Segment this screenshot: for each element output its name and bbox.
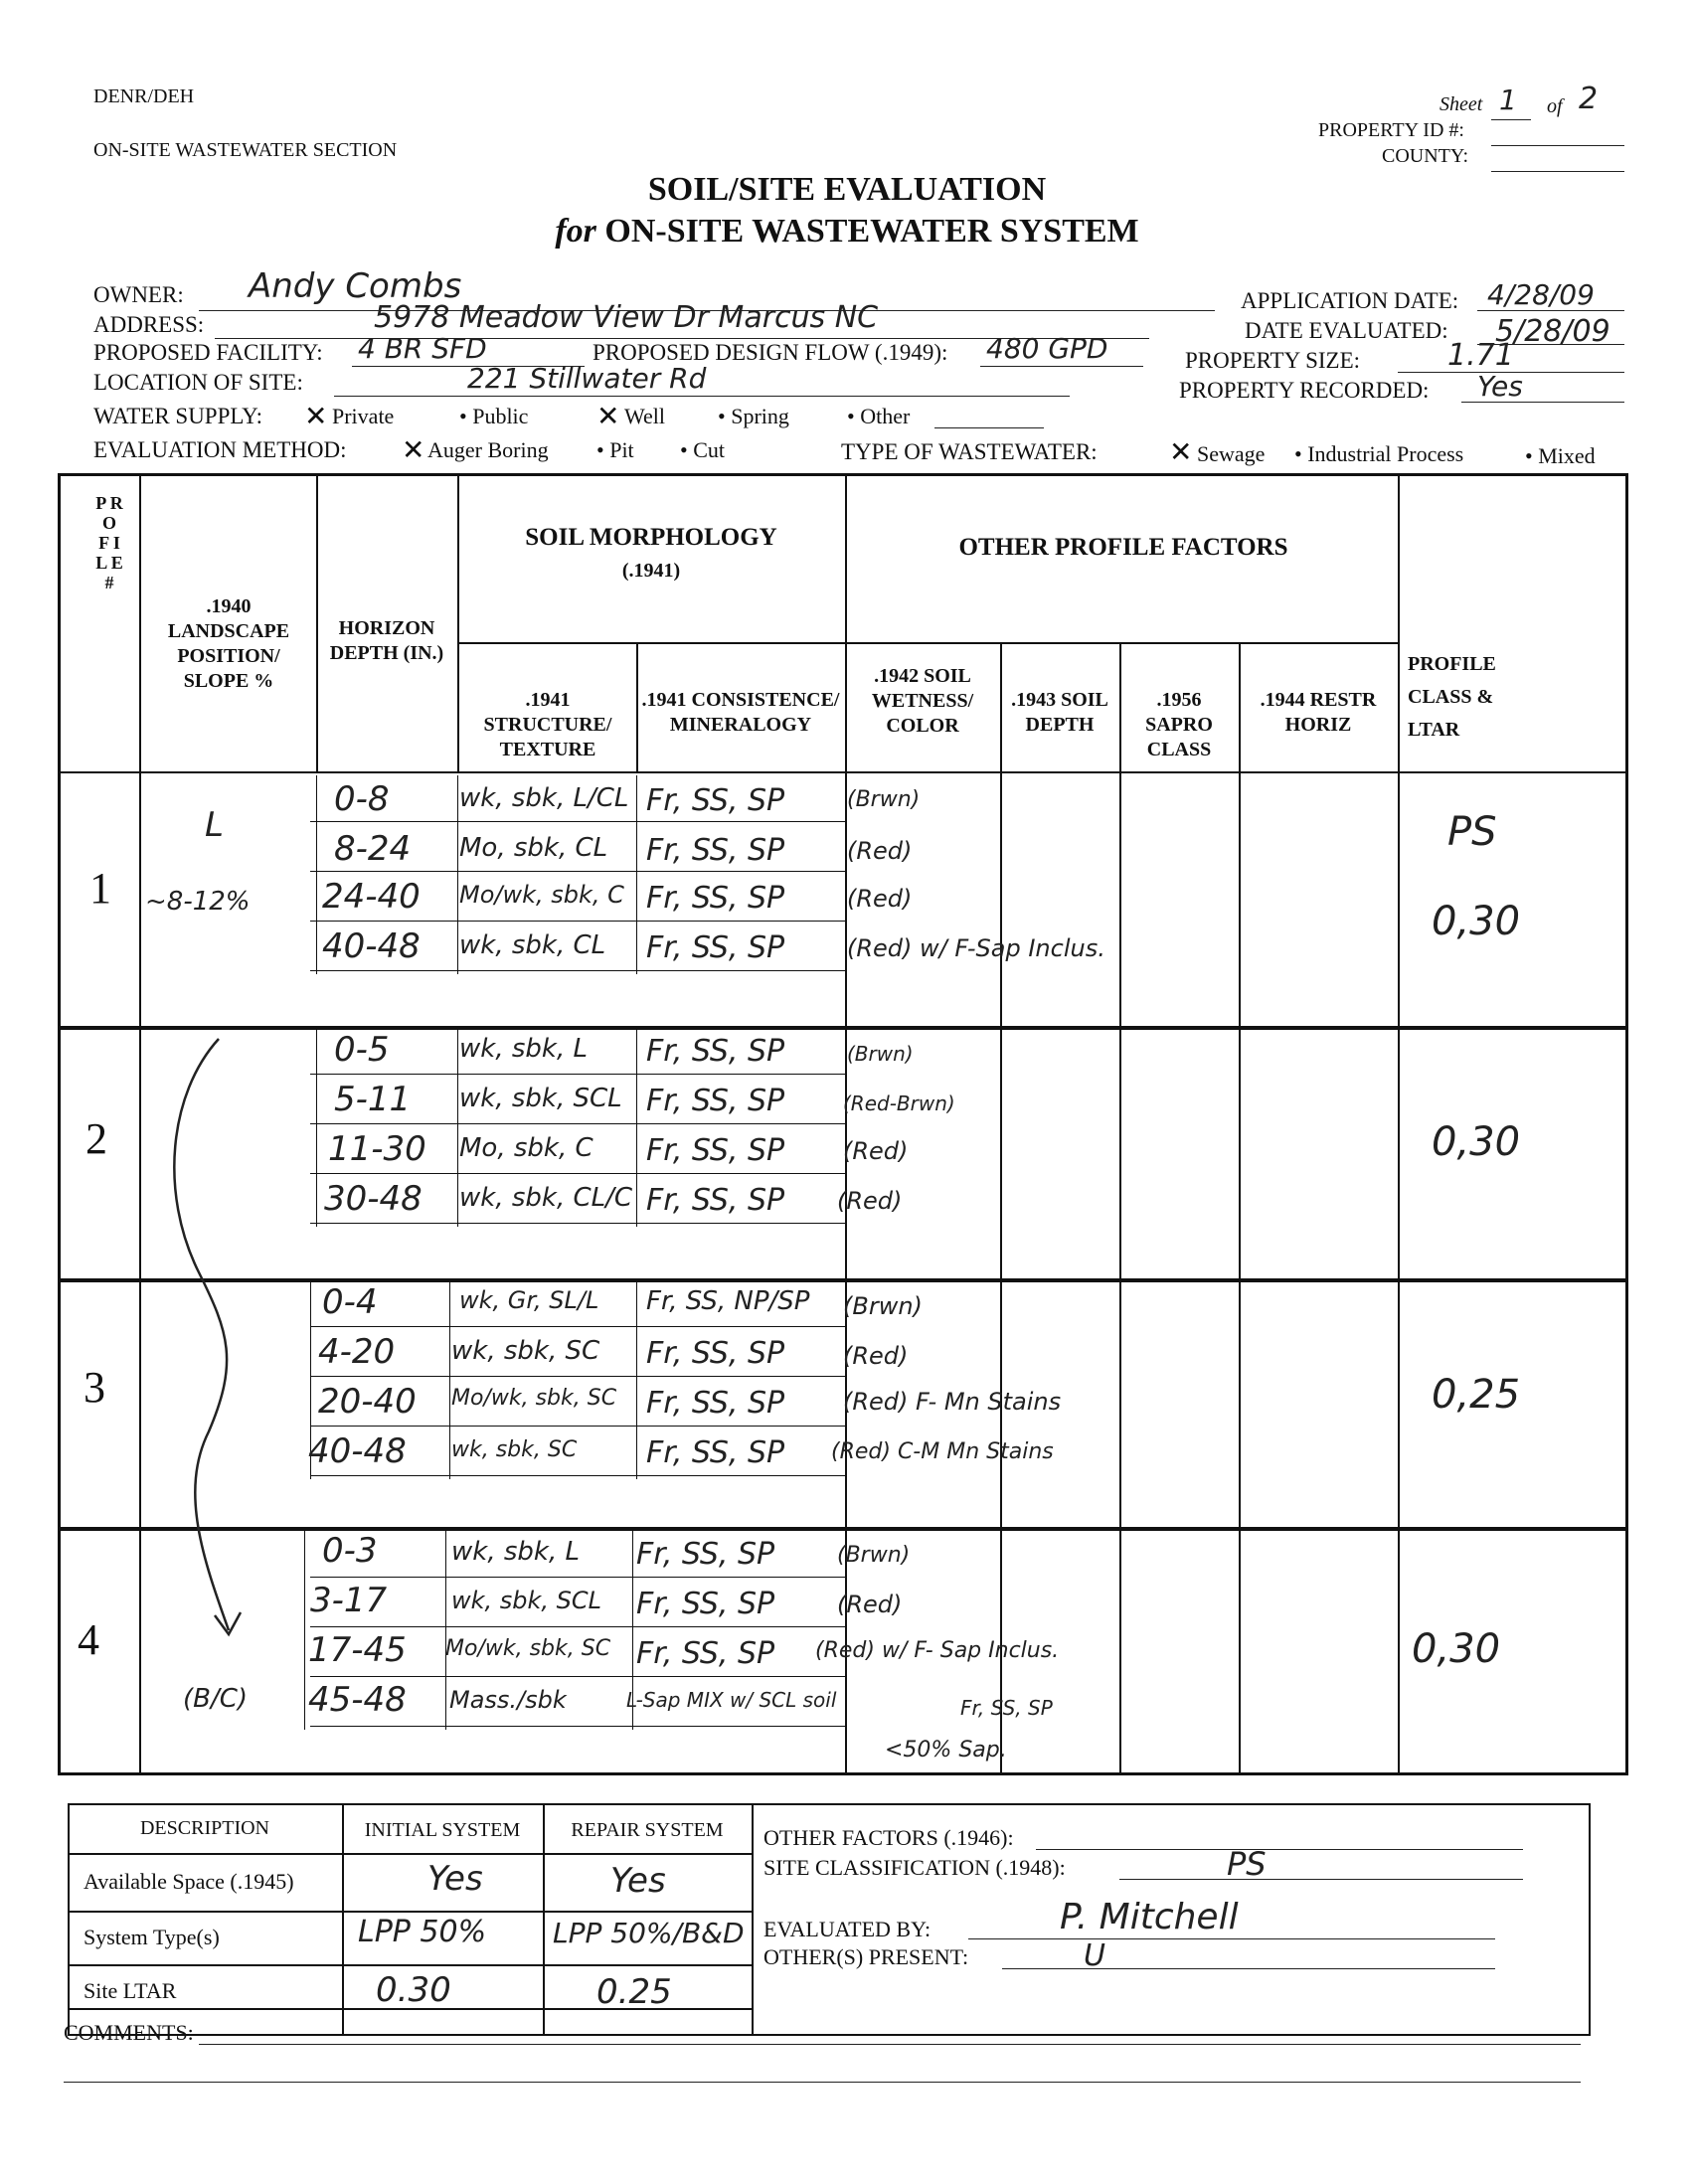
- p3-r3-depth: 20-40: [318, 1382, 417, 1422]
- p2-r2-depth: 5-11: [334, 1080, 412, 1119]
- property-size-label: PROPERTY SIZE:: [1185, 348, 1361, 373]
- header-structure: .1941 STRUCTURE/ TEXTURE: [483, 689, 612, 760]
- p1-r3-structure: Mo/wk, sbk, C: [459, 881, 624, 909]
- evaluated-by-value: P. Mitchell: [1060, 1897, 1239, 1937]
- property-recorded-label: PROPERTY RECORDED:: [1179, 378, 1430, 403]
- wastewater-option-industrial: • Industrial Process: [1294, 441, 1464, 466]
- p2-r1-color: (Brwn): [847, 1042, 914, 1066]
- profile-4-ltar: 0,30: [1412, 1626, 1501, 1672]
- available-space-repair: Yes: [610, 1861, 666, 1901]
- p4-r4-color: Fr, SS, SP: [960, 1696, 1053, 1720]
- p4-extra-note: <50% Sap.: [885, 1738, 1007, 1763]
- p4-r1-structure: wk, sbk, L: [451, 1537, 580, 1567]
- p1-r4-depth: 40-48: [322, 926, 421, 966]
- checkbox-auger-boring[interactable]: ✕: [402, 435, 425, 466]
- p2-r4-depth: 30-48: [324, 1179, 423, 1219]
- p3-r3-color: (Red) F- Mn Stains: [843, 1388, 1062, 1416]
- desc-header: DESCRIPTION: [139, 1817, 269, 1839]
- p1-r4-structure: wk, sbk, CL: [459, 930, 606, 960]
- water-option-well: Well: [624, 404, 665, 428]
- checkbox-sewage[interactable]: ✕: [1169, 437, 1193, 468]
- eval-option-auger: Auger Boring: [427, 437, 549, 462]
- site-ltar-initial: 0.30: [376, 1970, 451, 2010]
- p4-r3-color: (Red) w/ F- Sap Inclus.: [815, 1638, 1060, 1663]
- water-option-spring: • Spring: [718, 404, 789, 428]
- system-type-repair: LPP 50%/B&D: [553, 1917, 745, 1949]
- header-sapro: .1956 SAPRO CLASS: [1145, 689, 1213, 760]
- p1-r4-color: (Red) w/ F-Sap Inclus.: [847, 934, 1105, 962]
- header-profile-class: PROFILE CLASS & LTAR: [1408, 653, 1496, 741]
- evaluated-by-label: EVALUATED BY:: [763, 1917, 932, 1941]
- p2-r3-consistence: Fr, SS, SP: [646, 1133, 785, 1168]
- header-horizon: HORIZON DEPTH (IN.): [329, 617, 444, 664]
- date-evaluated-label: DATE EVALUATED:: [1245, 318, 1448, 343]
- repair-system-header: REPAIR SYSTEM: [571, 1819, 724, 1841]
- p1-r2-structure: Mo, sbk, CL: [459, 833, 608, 863]
- p1-r4-consistence: Fr, SS, SP: [646, 930, 785, 965]
- form-title: SOIL/SITE EVALUATION: [647, 171, 1047, 208]
- p2-r2-structure: wk, sbk, SCL: [459, 1084, 622, 1113]
- section-label: ON-SITE WASTEWATER SECTION: [93, 139, 398, 161]
- p4-r3-depth: 17-45: [308, 1630, 407, 1670]
- p3-r2-consistence: Fr, SS, SP: [646, 1336, 785, 1371]
- profile-1-number: 1: [89, 864, 111, 913]
- p2-r1-structure: wk, sbk, L: [459, 1034, 588, 1064]
- p2-r3-color: (Red): [843, 1137, 909, 1165]
- p3-r4-structure: wk, sbk, SC: [451, 1437, 578, 1462]
- wastewater-option-sewage: Sewage: [1197, 441, 1266, 466]
- p4-r1-consistence: Fr, SS, SP: [636, 1537, 775, 1572]
- application-date-value: 4/28/09: [1487, 278, 1595, 311]
- site-classification-label: SITE CLASSIFICATION (.1948):: [763, 1855, 1066, 1880]
- address-label: ADDRESS:: [93, 312, 205, 337]
- profile-1-landscape: L: [205, 805, 224, 845]
- p4-r4-depth: 45-48: [308, 1680, 407, 1720]
- p1-r1-consistence: Fr, SS, SP: [646, 783, 785, 818]
- header-soil-morphology: SOIL MORPHOLOGY: [525, 524, 777, 551]
- others-present-value: U: [1084, 1938, 1105, 1973]
- p3-r2-structure: wk, sbk, SC: [451, 1336, 600, 1366]
- p3-r3-structure: Mo/wk, sbk, SC: [451, 1386, 617, 1411]
- p1-r3-depth: 24-40: [322, 877, 421, 917]
- p1-r1-structure: wk, sbk, L/CL: [459, 783, 629, 813]
- p2-r1-consistence: Fr, SS, SP: [646, 1034, 785, 1069]
- checkbox-well[interactable]: ✕: [596, 402, 620, 432]
- water-option-public: • Public: [459, 404, 529, 428]
- form-subtitle: for ON-SITE WASTEWATER SYSTEM: [555, 213, 1139, 250]
- profile-4-number: 4: [78, 1615, 99, 1664]
- property-recorded-value: Yes: [1477, 370, 1523, 403]
- initial-system-header: INITIAL SYSTEM: [364, 1819, 521, 1841]
- county-label: COUNTY:: [1382, 145, 1469, 167]
- p2-r3-depth: 11-30: [328, 1129, 426, 1169]
- profile-3-ltar: 0,25: [1432, 1372, 1521, 1418]
- header-soil-morphology-code: (.1941): [621, 560, 681, 582]
- row-available-space-label: Available Space (.1945): [84, 1869, 294, 1894]
- p4-r2-consistence: Fr, SS, SP: [636, 1587, 775, 1621]
- p3-r4-color: (Red) C-M Mn Stains: [831, 1439, 1054, 1464]
- profile-3-number: 3: [84, 1363, 105, 1412]
- p3-r4-depth: 40-48: [308, 1431, 407, 1471]
- system-type-initial: LPP 50%: [358, 1915, 487, 1949]
- p1-r3-consistence: Fr, SS, SP: [646, 881, 785, 916]
- profile-4-landscape-note: (B/C): [183, 1684, 249, 1714]
- p3-r1-consistence: Fr, SS, NP/SP: [646, 1286, 810, 1316]
- header-soil-depth: .1943 SOIL DEPTH: [1011, 689, 1108, 736]
- header-consistence: .1941 CONSISTENCE/ MINERALOGY: [641, 689, 840, 736]
- application-date-label: APPLICATION DATE:: [1241, 288, 1459, 313]
- p4-r1-depth: 0-3: [322, 1531, 378, 1571]
- address-value: 5978 Meadow View Dr Marcus NC: [374, 300, 879, 335]
- owner-value: Andy Combs: [249, 266, 462, 306]
- profile-1-ltar: 0,30: [1432, 899, 1521, 944]
- header-restr: .1944 RESTR HORIZ: [1260, 689, 1377, 736]
- p1-r1-depth: 0-8: [334, 779, 390, 819]
- p3-r2-depth: 4-20: [318, 1332, 396, 1372]
- checkbox-private[interactable]: ✕: [304, 402, 328, 432]
- p2-r2-color: (Red-Brwn): [843, 1092, 955, 1115]
- p3-r1-color: (Brwn): [843, 1292, 923, 1320]
- p4-r1-color: (Brwn): [837, 1543, 911, 1568]
- profile-2-number: 2: [85, 1114, 107, 1163]
- wastewater-type-label: TYPE OF WASTEWATER:: [841, 439, 1098, 464]
- profile-2-ltar: 0,30: [1432, 1119, 1521, 1165]
- water-supply-label: WATER SUPPLY:: [93, 404, 263, 428]
- landscape-brace-arrow: [149, 1034, 278, 1670]
- p3-r3-consistence: Fr, SS, SP: [646, 1386, 785, 1421]
- p3-r4-consistence: Fr, SS, SP: [646, 1435, 785, 1470]
- facility-value: 4 BR SFD: [358, 332, 487, 365]
- sheet-number: 1: [1499, 84, 1517, 116]
- profile-1-slope: ~8-12%: [145, 887, 251, 917]
- date-evaluated-value: 5/28/09: [1495, 314, 1610, 349]
- site-classification-value: PS: [1227, 1845, 1267, 1883]
- p4-r4-consistence: L-Sap MIX w/ SCL soil: [626, 1688, 837, 1712]
- p1-r2-depth: 8-24: [334, 829, 412, 869]
- p2-r4-structure: wk, sbk, CL/C: [459, 1183, 633, 1213]
- header-profile: P R O F I L E #: [95, 493, 123, 592]
- row-system-type-label: System Type(s): [84, 1925, 220, 1949]
- p3-r2-color: (Red): [843, 1342, 909, 1370]
- agency-label: DENR/DEH: [93, 85, 195, 107]
- p4-r2-depth: 3-17: [310, 1581, 388, 1620]
- location-value: 221 Stillwater Rd: [467, 362, 707, 395]
- p1-r2-color: (Red): [847, 837, 913, 865]
- p3-r1-structure: wk, Gr, SL/L: [459, 1286, 599, 1314]
- p4-r2-structure: wk, sbk, SCL: [451, 1587, 602, 1614]
- p2-r2-consistence: Fr, SS, SP: [646, 1084, 785, 1118]
- header-landscape: .1940 LANDSCAPE POSITION/ SLOPE %: [167, 595, 290, 692]
- sheet-total: 2: [1579, 82, 1599, 116]
- design-flow-label: PROPOSED DESIGN FLOW (.1949):: [593, 340, 948, 365]
- p1-r2-consistence: Fr, SS, SP: [646, 833, 785, 868]
- wastewater-option-mixed: • Mixed: [1525, 443, 1596, 468]
- header-other-factors: OTHER PROFILE FACTORS: [958, 534, 1288, 561]
- location-label: LOCATION OF SITE:: [93, 370, 303, 395]
- p2-r4-consistence: Fr, SS, SP: [646, 1183, 785, 1218]
- owner-label: OWNER:: [93, 282, 184, 307]
- header-wetness: .1942 SOIL WETNESS/ COLOR: [871, 665, 974, 737]
- p1-r1-color: (Brwn): [847, 787, 921, 812]
- p4-r2-color: (Red): [837, 1591, 903, 1618]
- property-size-value: 1.71: [1447, 338, 1514, 373]
- row-site-ltar-label: Site LTAR: [84, 1978, 177, 2003]
- sheet-label: Sheet: [1440, 93, 1483, 115]
- p2-r3-structure: Mo, sbk, C: [459, 1133, 593, 1163]
- water-option-private: Private: [332, 404, 395, 428]
- design-flow-value: 480 GPD: [986, 332, 1108, 365]
- eval-option-pit: • Pit: [596, 437, 634, 462]
- available-space-initial: Yes: [427, 1859, 483, 1899]
- of-label: of: [1547, 95, 1563, 117]
- others-present-label: OTHER(S) PRESENT:: [763, 1944, 969, 1969]
- p2-r1-depth: 0-5: [334, 1030, 390, 1070]
- p4-r3-structure: Mo/wk, sbk, SC: [445, 1636, 611, 1661]
- comments-label: COMMENTS:: [64, 2020, 194, 2045]
- p4-r4-structure: Mass./sbk: [449, 1686, 567, 1714]
- profile-1-class: PS: [1447, 809, 1497, 855]
- p3-r1-depth: 0-4: [322, 1282, 378, 1322]
- property-id-label: PROPERTY ID #:: [1318, 119, 1464, 141]
- p1-r3-color: (Red): [847, 885, 913, 913]
- water-option-other: • Other: [847, 404, 911, 428]
- p2-r4-color: (Red): [837, 1187, 903, 1215]
- eval-option-cut: • Cut: [680, 437, 725, 462]
- p4-r3-consistence: Fr, SS, SP: [636, 1636, 775, 1671]
- site-ltar-repair: 0.25: [596, 1972, 672, 2012]
- other-factors-label: OTHER FACTORS (.1946):: [763, 1825, 1014, 1850]
- facility-label: PROPOSED FACILITY:: [93, 340, 323, 365]
- evaluation-method-label: EVALUATION METHOD:: [93, 437, 347, 462]
